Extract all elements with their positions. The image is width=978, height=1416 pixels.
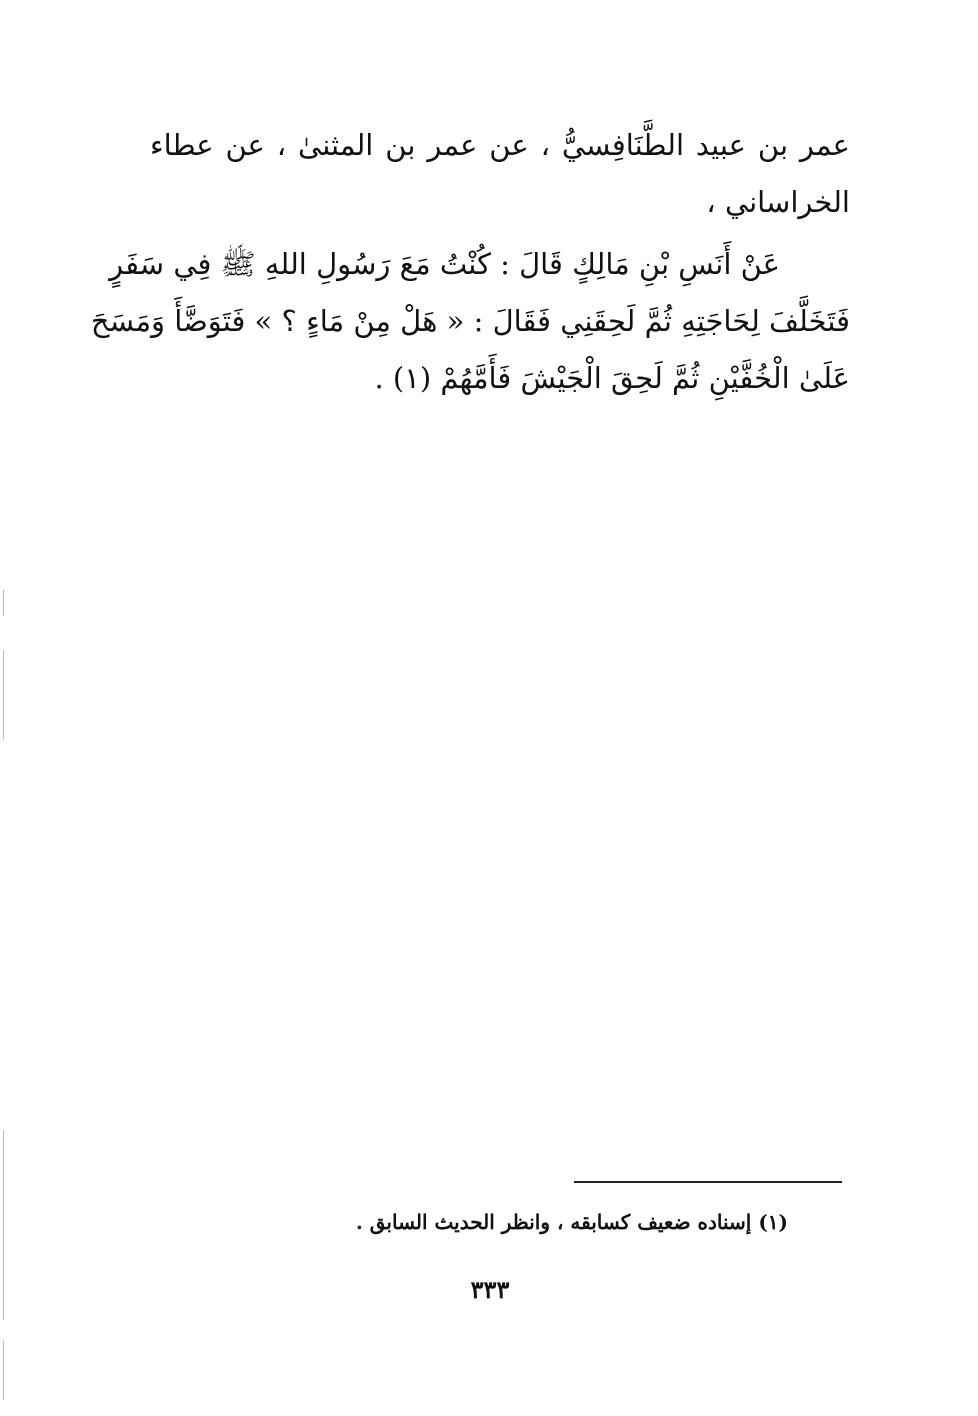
scan-margin-mark [3,650,4,740]
scan-margin-mark [3,590,4,616]
scan-margin-mark [3,1340,4,1400]
isnad-paragraph [150,117,850,231]
hadith-line: عَنْ أَنَسِ بْنِ مَالِكٍ قَالَ : كُنْتُ مَعَ رَسُولِ اللهِ ﷺ فِي سَفَرٍ [109,247,780,281]
hadith-line: فَتَخَلَّفَ لِحَاجَتِهِ ثُمَّ لَحِقَنِي فَقَالَ : « هَلْ مِنْ مَاءٍ ؟ » فَتَوَضَّأَ وَمَسَحَ [90,304,850,338]
footnote: (١) إسناده ضعيف كسابقه ، وانظر الحديث السابق . [355,1210,788,1234]
isnad-line: الخراساني ، [706,185,850,219]
footnote-separator [574,1181,842,1183]
hadith-paragraph [90,236,850,407]
scan-margin-mark [3,1130,4,1320]
hadith-line: عَلَىٰ الْخُفَّيْنِ ثُمَّ لَحِقَ الْجَيْشَ فَأَمَّهُمْ (١) . [374,361,850,395]
isnad-line: عمر بن عبيد الطَّنَافِسيُّ ، عن عمر بن المثنىٰ ، عن عطاء [150,128,850,162]
page-number: ٣٣٣ [470,1275,510,1304]
